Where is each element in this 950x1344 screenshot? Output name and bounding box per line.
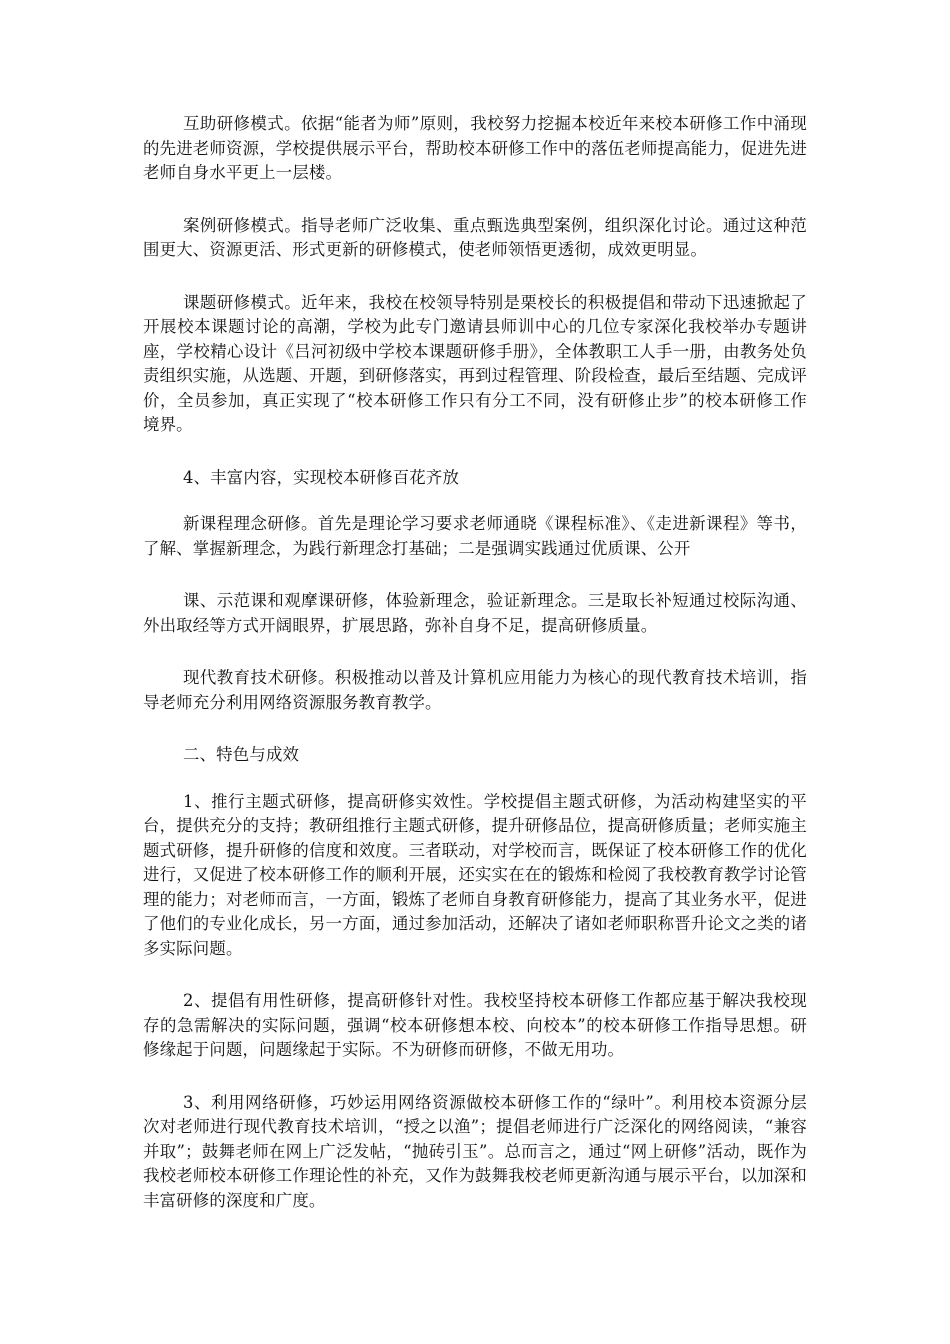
section-heading-enrich-content: 4、丰富内容，实现校本研修百花齐放 (183, 467, 460, 487)
paragraph-modern-tech: 现代教育技术研修。积极推动以普及计算机应用能力为核心的现代教育技术培训，指导老师充分利用网络资源服务教育教学。 (143, 668, 807, 712)
paragraph-theme-study: 1、推行主题式研修，提高研修实效性。学校提倡主题式研修，为活动构建坚实的平台，提供充分的支持；教研组推行主题式研修，提升研修品位，提高研修质量；老师实施主题式研修，提升研修的信度和效度。三者联动，对学校而言，既保证了校本研修工作的优化进行，又促进了校本研修工作的顺利开展，还实实在在的锻炼和检阅了我校教育教学讨论管理的能力；对老师而言，一方面，锻炼了老师自身教育研修能力，提高了其业务水平，促进了他们的专业化成长，另一方面，通过参加活动，还解决了诸如老师职称晋升论文之类的诸多实际问题。 (143, 791, 807, 958)
paragraph-topic-study: 课题研修模式。近年来，我校在校领导特别是栗校长的积极提倡和带动下迅速掀起了开展校本课题讨论的高潮，学校为此专门邀请县师训中心的几位专家深化我校举办专题讲座，学校精心设计《吕河初级中学校本课题研修手册》，全体教职工人手一册，由教务处负责组织实施，从选题、开题，到研修落实，再到过程管理、阶段检查，最后至结题、完成评价，全员参加，真正实现了“校本研修工作只有分工不同，没有研修止步”的校本研修工作境界。 (143, 292, 807, 434)
document-page (143, 112, 807, 1241)
paragraph-useful-study: 2、提倡有用性研修，提高研修针对性。我校坚持校本研修工作都应基于解决我校现存的急需解决的实际问题，强调“校本研修想本校、向校本”的校本研修工作指导思想。研修缘起于问题，问题缘起于实际。不为研修而研修，不做无用功。 (143, 991, 807, 1059)
paragraph-new-curriculum: 新课程理念研修。首先是理论学习要求老师通晓《课程标准》、《走进新课程》等书，了解、掌握新理念，为践行新理念打基础；二是强调实践通过优质课、公开 (143, 514, 807, 558)
paragraph-network-study: 3、利用网络研修，巧妙运用网络资源做校本研修工作的“绿叶”。利用校本资源分层次对老师进行现代教育技术培训，“授之以渔”；提倡老师进行广泛深化的网络阅读，“兼容并取”；鼓舞老师在网上广泛发帖，“抛砖引玉”。总而言之，通过“网上研修”活动，既作为我校老师校本研修工作理论性的补充，又作为鼓舞我校老师更新沟通与展示平台，以加深和丰富研修的深度和广度。 (143, 1092, 807, 1210)
paragraph-demo-lessons: 课、示范课和观摩课研修，体验新理念，验证新理念。三是取长补短通过校际沟通、外出取经等方式开阔眼界，扩展思路，弥补自身不足，提高研修质量。 (143, 591, 807, 635)
paragraph-case-study: 案例研修模式。指导老师广泛收集、重点甄选典型案例，组织深化讨论。通过这种范围更大、资源更活、形式更新的研修模式，使老师领悟更透彻，成效更明显。 (143, 215, 807, 259)
section-heading-features: 二、特色与成效 (183, 745, 300, 764)
paragraph-mutual-study: 互助研修模式。依据“能者为师”原则，我校努力挖掘本校近年来校本研修工作中涌现的先进老师资源，学校提供展示平台，帮助校本研修工作中的落伍老师提高能力，促进先进老师自身水平更上一层楼。 (143, 114, 807, 182)
